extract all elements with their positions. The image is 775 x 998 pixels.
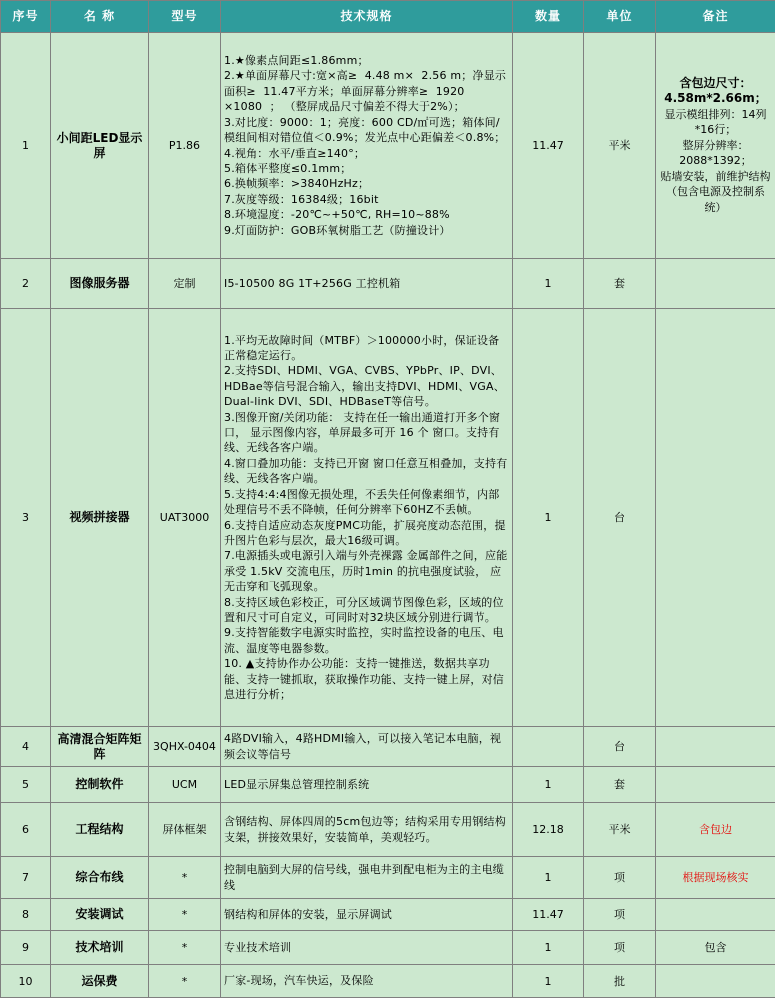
- table-row: [1, 767, 775, 803]
- row-unit: 平米: [584, 33, 656, 259]
- row-name: 视频拼接器: [51, 309, 149, 727]
- header-spec: 技术规格: [221, 1, 513, 33]
- row-unit: 项: [584, 857, 656, 899]
- row-name: 小间距LED显示屏: [51, 33, 149, 259]
- table-row: [1, 803, 775, 857]
- table-row: [1, 259, 775, 309]
- row-name: 图像服务器: [51, 259, 149, 309]
- row-no: 4: [1, 727, 51, 767]
- row-qty: 12.18: [513, 803, 584, 857]
- row-model: UAT3000: [149, 309, 221, 727]
- row-unit: 台: [584, 309, 656, 727]
- row-model: 3QHX-0404: [149, 727, 221, 767]
- row-unit: 项: [584, 899, 656, 931]
- row-no: 1: [1, 33, 51, 259]
- row-model: P1.86: [149, 33, 221, 259]
- row-spec: LED显示屏集总管理控制系统: [221, 767, 513, 803]
- remark-size: 含包边尺寸：4.58m*2.66m；: [659, 76, 772, 107]
- row-spec: 1.★像素点间距≤1.86mm； 2.★单面屏幕尺寸:宽×高≥ 4.48 m× 2.56 m；净显示面积≥ 11.47平方米；单面屏幕分辨率≥ 1920 ×1080 ； （整屏成品尺寸偏差不得大于2%）； 3.对比度：9000：1；亮度：600 CD/㎡可选；箱体间/模组间相对错位值＜0.9%；发光点中心距偏差＜0.8%； 4.视角：水平/垂直≥140°； 5.箱体平整度≤0.1mm； 6.换帧频率：>3840HzHz； 7.灰度等级：16384级；16bit 8.环境湿度：-20℃~+50℃, RH=10~88% 9.灯面防护：GOB环氧树脂工艺（防撞设计）: [221, 33, 513, 259]
- row-qty: [513, 727, 584, 767]
- table-row: [1, 309, 775, 727]
- row-unit: 批: [584, 965, 656, 998]
- row-name: 高清混合矩阵矩阵: [51, 727, 149, 767]
- row-remark: [656, 767, 775, 803]
- remark-detail: 显示模组排列：14列*16行； 整屏分辨率：2088*1392； 贴墙安装，前维护结构（包含电源及控制系统）: [659, 107, 772, 216]
- row-no: 7: [1, 857, 51, 899]
- row-name: 工程结构: [51, 803, 149, 857]
- header-row: [1, 1, 775, 33]
- header-model: 型号: [149, 1, 221, 33]
- row-remark: [656, 899, 775, 931]
- header-name: 名 称: [51, 1, 149, 33]
- row-spec: 专业技术培训: [221, 931, 513, 965]
- row-qty: 11.47: [513, 33, 584, 259]
- row-unit: 项: [584, 931, 656, 965]
- row-qty: 11.47: [513, 899, 584, 931]
- row-remark: [656, 727, 775, 767]
- row-no: 3: [1, 309, 51, 727]
- row-unit: 台: [584, 727, 656, 767]
- row-qty: 1: [513, 857, 584, 899]
- table-row: [1, 931, 775, 965]
- row-remark: [656, 309, 775, 727]
- row-spec: 控制电脑到大屏的信号线，强电井到配电柜为主的主电缆线: [221, 857, 513, 899]
- row-unit: 套: [584, 259, 656, 309]
- row-no: 9: [1, 931, 51, 965]
- row-spec: 钢结构和屏体的安装，显示屏调试: [221, 899, 513, 931]
- row-qty: 1: [513, 965, 584, 998]
- table-row: [1, 857, 775, 899]
- header-remark: 备注: [656, 1, 775, 33]
- row-name: 技术培训: [51, 931, 149, 965]
- header-unit: 单位: [584, 1, 656, 33]
- table-row: [1, 899, 775, 931]
- table-row: [1, 727, 775, 767]
- row-no: 8: [1, 899, 51, 931]
- row-no: 6: [1, 803, 51, 857]
- table-row: [1, 33, 775, 259]
- row-no: 2: [1, 259, 51, 309]
- row-model: *: [149, 899, 221, 931]
- row-spec: 含钢结构、屏体四周的5cm包边等；结构采用专用钢结构支架，拼接效果好，安装简单，美观轻巧。: [221, 803, 513, 857]
- row-model: UCM: [149, 767, 221, 803]
- row-remark: [656, 965, 775, 998]
- row-qty: 1: [513, 259, 584, 309]
- row-remark: 包含: [656, 931, 775, 965]
- row-remark: 含包边: [656, 803, 775, 857]
- header-no: 序号: [1, 1, 51, 33]
- row-model: *: [149, 965, 221, 998]
- row-spec: 厂家-现场，汽车快运，及保险: [221, 965, 513, 998]
- row-unit: 套: [584, 767, 656, 803]
- row-unit: 平米: [584, 803, 656, 857]
- row-model: 定制: [149, 259, 221, 309]
- row-no: 5: [1, 767, 51, 803]
- row-remark: 根据现场核实: [656, 857, 775, 899]
- row-spec: 4路DVI输入，4路HDMI输入，可以接入笔记本电脑，视频会议等信号: [221, 727, 513, 767]
- row-model: *: [149, 931, 221, 965]
- row-model: *: [149, 857, 221, 899]
- row-qty: 1: [513, 309, 584, 727]
- row-name: 安装调试: [51, 899, 149, 931]
- header-qty: 数量: [513, 1, 584, 33]
- row-model: 屏体框架: [149, 803, 221, 857]
- row-qty: 1: [513, 931, 584, 965]
- row-spec: I5-10500 8G 1T+256G 工控机箱: [221, 259, 513, 309]
- row-name: 综合布线: [51, 857, 149, 899]
- row-name: 运保费: [51, 965, 149, 998]
- row-remark: [656, 33, 775, 259]
- row-qty: 1: [513, 767, 584, 803]
- row-name: 控制软件: [51, 767, 149, 803]
- row-remark: [656, 259, 775, 309]
- row-spec: 1.平均无故障时间（MTBF）＞100000小时，保证设备正常稳定运行。 2.支持SDI、HDMI、VGA、CVBS、YPbPr、IP、DVI、HDBae等信号混合输入，输出支持DVI、HDMI、VGA、Dual-link DVI、SDI、HDBaseT等信号。 3.图像开窗/关闭功能： 支持在任一输出通道打开多个窗口， 显示图像内容，单屏最多可开 16 个 窗口。支持有线、无线各客户端。 4.窗口叠加功能：支持已开窗 窗口任意互相叠加，支持有 线、无线各客户端。 5.支持4:4:4图像无损处理，不丢失任何像素细节，内部处理信号不丢不降帧，任何分辨率下60HZ不丢帧。 6.支持自适应动态灰度PMC功能，扩展亮度动态范围，提升图片色彩与层次，最大16级可调。 7.电源插头或电源引入端与外壳裸露 金属部件之间，应能承受 1.5kV 交流电压，历时1min 的抗电强度试验， 应无击穿和飞弧现象。 8.支持区域色彩校正，可分区域调节图像色彩，区域的位置和尺寸可自定义，可同时对32块区域分别进行调节。 9.支持智能数字电源实时监控，实时监控设备的电压、电流、温度等电器参数。 10. ▲支持协作办公功能：支持一键推送，数据共享功能、支持一键抓取，获取操作功能、支持一键上屏，对信息进行分析；: [221, 309, 513, 727]
- row-no: 10: [1, 965, 51, 998]
- table-row: [1, 965, 775, 998]
